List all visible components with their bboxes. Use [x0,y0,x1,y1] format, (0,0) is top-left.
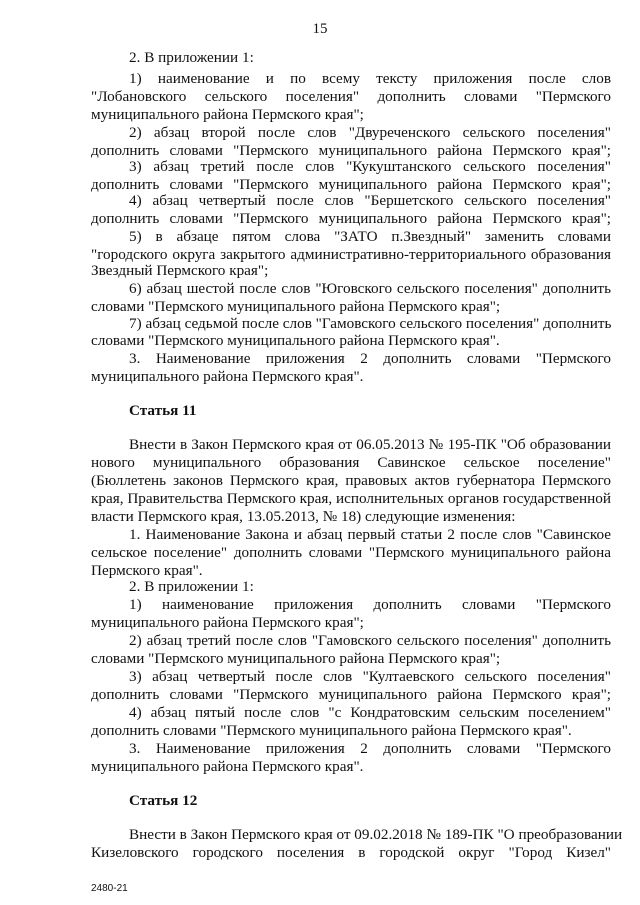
text-line: власти Пермского края, 13.05.2013, № 18) следующие изменения: [91,508,516,525]
text-line: 7) абзац седьмой после слов "Гамовского сельского поселения" дополнить [129,315,612,332]
text-line: "городского округа закрытого административно-территориального образования [91,246,611,263]
text-line: Кизеловского городского поселения в городской округ "Город Кизел" [91,844,611,861]
text-line: 3) абзац четвертый после слов "Култаевского сельского поселения" [129,668,611,685]
text-line: 2. В приложении 1: [129,578,254,595]
document-code: 2480-21 [91,883,128,894]
text-line: дополнить словами "Пермского муниципального района Пермского края". [91,722,572,739]
text-line: 3. Наименование приложения 2 дополнить словами "Пермского [129,740,611,757]
article-heading: Статья 12 [129,792,198,809]
text-line: 1) наименование и по всему тексту приложения после слов [129,70,611,87]
text-line: 2. В приложении 1: [129,49,254,66]
text-line: дополнить словами "Пермского муниципального района Пермского края"; [91,176,611,193]
page-number: 15 [312,21,328,37]
text-line: нового муниципального образования Савинское сельское поселение" [91,454,611,471]
text-line: дополнить словами "Пермского муниципального района Пермского края"; [91,686,611,703]
text-line: "Лобановского сельского поселения" дополнить словами "Пермского [91,88,611,105]
text-line: Внести в Закон Пермского края от 09.02.2018 № 189-ПК "О преобразовании [129,826,623,843]
text-line: муниципального района Пермского края"; [91,614,364,631]
text-line: 6) абзац шестой после слов "Юговского сельского поселения" дополнить [129,280,611,297]
text-line: муниципального района Пермского края". [91,758,364,775]
text-line: 1. Наименование Закона и абзац первый статьи 2 после слов "Савинское [129,526,611,543]
text-line: Внести в Закон Пермского края от 06.05.2013 № 195-ПК "Об образовании [129,436,611,453]
text-line: 2) абзац второй после слов "Двуреченского сельского поселения" [129,124,611,141]
text-line: словами "Пермского муниципального района Пермского края"; [91,298,501,315]
article-heading: Статья 11 [129,402,197,419]
text-line: сельское поселение" дополнить словами "Пермского муниципального района [91,544,611,561]
text-line: (Бюллетень законов Пермского края, правовых актов губернатора Пермского [91,472,611,489]
text-line: 2) абзац третий после слов "Гамовского сельского поселения" дополнить [129,632,611,649]
text-line: Пермского края". [91,562,203,579]
text-line: муниципального района Пермского края"; [91,106,364,123]
text-line: муниципального района Пермского края". [91,368,364,385]
text-line: дополнить словами "Пермского муниципального района Пермского края"; [91,210,611,227]
text-line: 3. Наименование приложения 2 дополнить словами "Пермского [129,350,611,367]
text-line: дополнить словами "Пермского муниципального района Пермского края"; [91,142,611,159]
text-line: 3) абзац третий после слов "Кукуштанского сельского поселения" [129,158,611,175]
text-line: Звездный Пермского края"; [91,262,269,279]
text-line: 1) наименование приложения дополнить словами "Пермского [129,596,611,613]
text-line: словами "Пермского муниципального района Пермского края". [91,332,500,349]
text-line: края, Правительства Пермского края, исполнительных органов государственной [91,490,611,507]
text-line: 4) абзац четвертый после слов "Бершетского сельского поселения" [129,192,611,209]
text-line: словами "Пермского муниципального района Пермского края"; [91,650,501,667]
text-line: 4) абзац пятый после слов "с Кондратовским сельским поселением" [129,704,611,721]
text-line: 5) в абзаце пятом слова "ЗАТО п.Звездный" заменить словами [129,228,611,245]
